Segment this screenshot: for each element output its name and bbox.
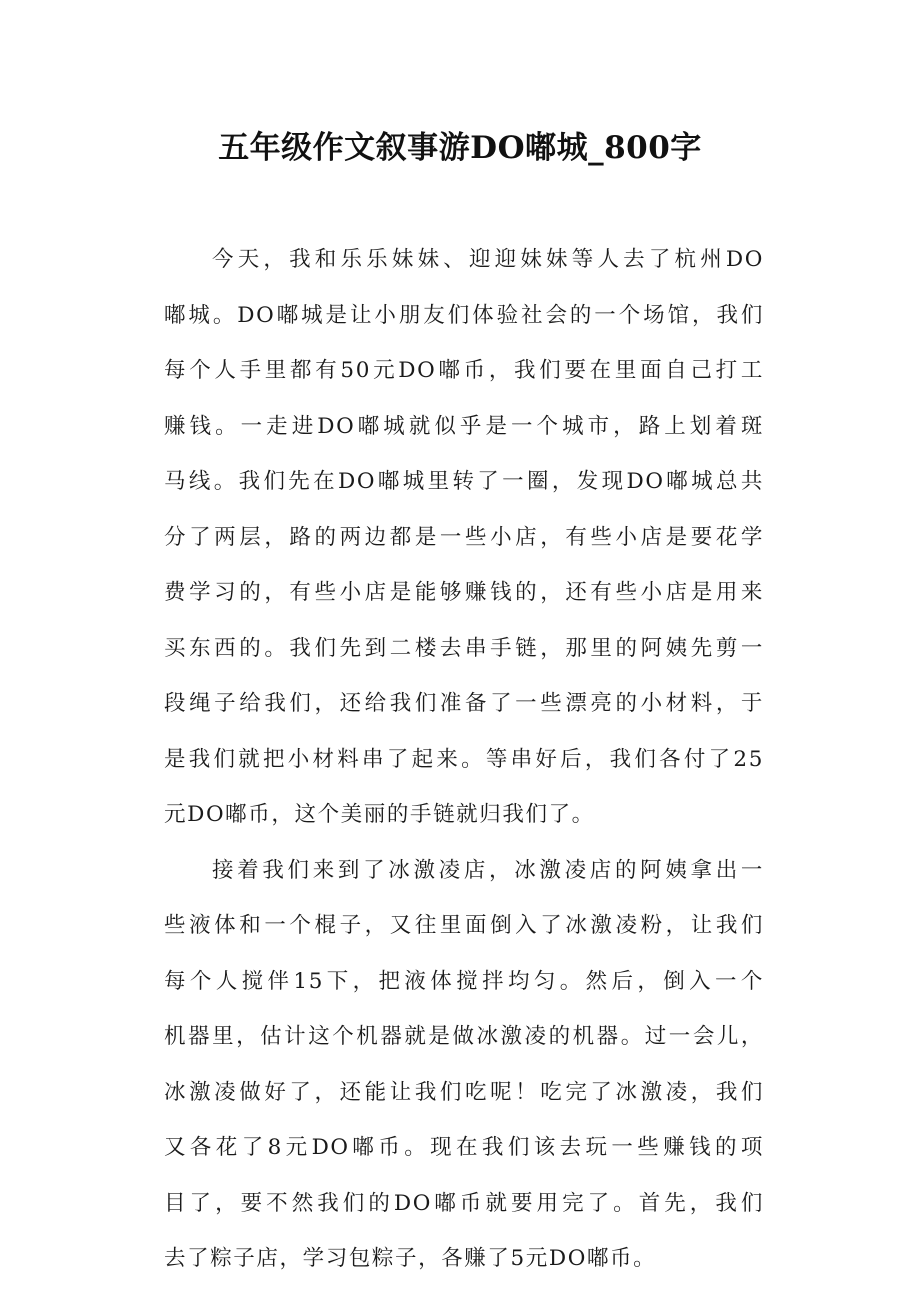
- paragraph-line: 今天，我和乐乐妹妹、迎迎妹妹等人去了杭州DO: [212, 247, 764, 272]
- paragraph-line: 嘟城。DO嘟城是让小朋友们体验社会的一个场馆，我们: [164, 302, 764, 328]
- document-body: [164, 240, 764, 1295]
- document-title: 五年级作文叙事游DO嘟城_800字: [218, 130, 702, 166]
- paragraph-line: 赚钱。一走进DO嘟城就似乎是一个城市，路上划着斑: [164, 413, 764, 439]
- paragraph-line: 分了两层，路的两边都是一些小店，有些小店是要花学: [164, 524, 764, 550]
- paragraph-line: 接着我们来到了冰激凌店，冰激凌店的阿姨拿出一: [212, 857, 764, 883]
- paragraph-line: 目了，要不然我们的DO嘟币就要用完了。首先，我们: [164, 1190, 764, 1216]
- paragraph-line: 又各花了8元DO嘟币。现在我们该去玩一些赚钱的项: [164, 1135, 764, 1160]
- paragraph-line: 马线。我们先在DO嘟城里转了一圈，发现DO嘟城总共: [164, 469, 764, 494]
- paragraph-line: 去了粽子店，学习包粽子，各赚了5元DO嘟币。: [164, 1246, 657, 1271]
- paragraph-line: 是我们就把小材料串了起来。等串好后，我们各付了25: [164, 746, 764, 772]
- paragraph-line: 买东西的。我们先到二楼去串手链，那里的阿姨先剪一: [164, 635, 764, 661]
- paragraph-line: 冰激凌做好了，还能让我们吃呢！吃完了冰激凌，我们: [164, 1079, 764, 1105]
- paragraph-1: [164, 240, 764, 851]
- paragraph-line: 机器里，估计这个机器就是做冰激凌的机器。过一会儿，: [164, 1024, 764, 1049]
- paragraph-line: 每个人手里都有50元DO嘟币，我们要在里面自己打工: [164, 358, 764, 383]
- paragraph-line: 段绳子给我们，还给我们准备了一些漂亮的小材料，于: [164, 691, 764, 716]
- paragraph-line: 些液体和一个棍子，又往里面倒入了冰激凌粉，让我们: [164, 913, 764, 938]
- paragraph-2: [164, 851, 764, 1295]
- paragraph-line: 每个人搅伴15下，把液体搅拌均匀。然后，倒入一个: [164, 968, 764, 994]
- paragraph-line: 费学习的，有些小店是能够赚钱的，还有些小店是用来: [164, 580, 764, 605]
- paragraph-line: 元DO嘟币，这个美丽的手链就归我们了。: [164, 802, 595, 827]
